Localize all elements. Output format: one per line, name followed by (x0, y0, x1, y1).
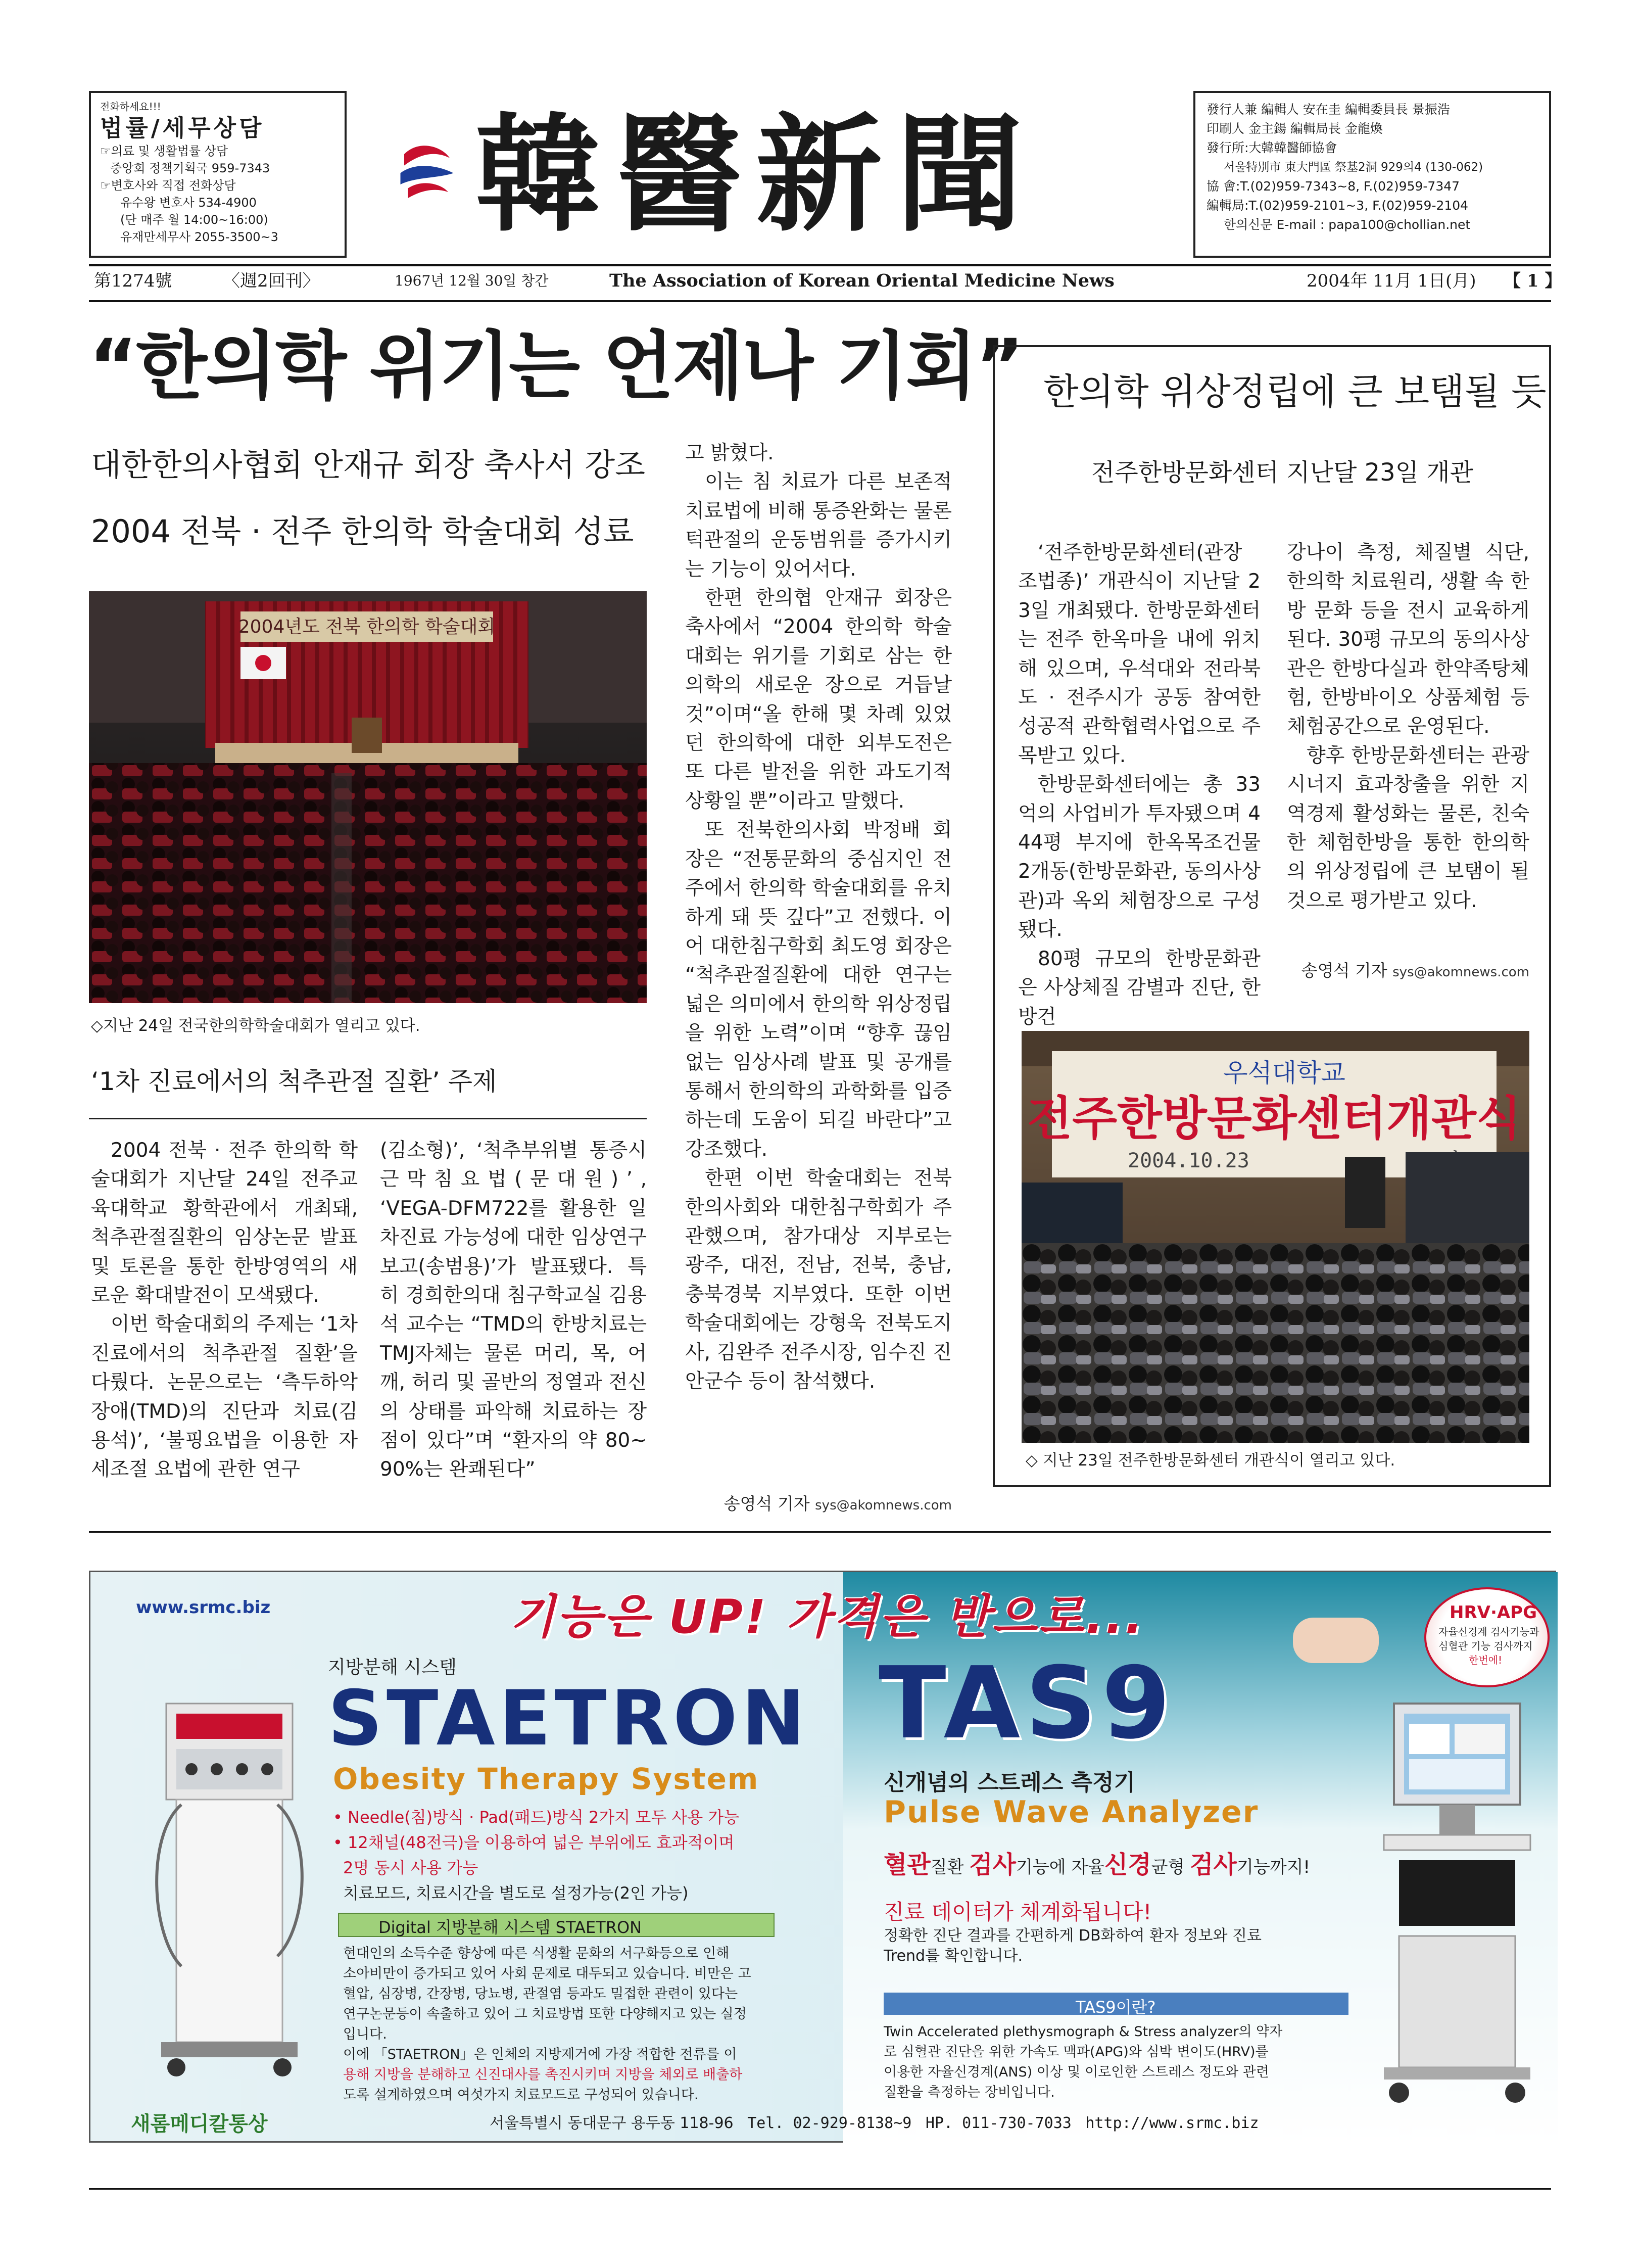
ad-address: 서울특별시 동대문구 용두동 118-96 (490, 2114, 734, 2132)
publisher-line: 協 會:T.(02)959-7343~8, F.(02)959-7347 (1207, 179, 1460, 194)
ad-tel: Tel. 02-929-8138~9 (747, 2114, 912, 2132)
staetron-body-line: 용해 지방을 분해하고 신진대사를 촉진시키며 지방을 체외로 배출하 (343, 2067, 743, 2083)
banner-ceremony-text: 전주한방문화센터개관식 (1027, 1092, 1521, 1146)
issue-date: 2004年 11月 1日(月) (1307, 271, 1476, 291)
side-headline: 한의학 위상정립에 큰 보탬될 듯 (1043, 370, 1547, 413)
founded-date: 1967년 12월 30일 창간 (395, 272, 549, 289)
paragraph: 강나이 측정, 체질별 식단, 한의학 치료원리, 생활 속 한방 문화 등을 전시 교육하게 된다. 30평 규모의 동의사상관은 한방다실과 한약족탕체험, 한방바이오 상품체험 등 체험공간으로 운영된다. (1287, 541, 1529, 738)
staetron-bullet: 치료모드, 치료시간을 별도로 설정가능(2인 가능) (343, 1883, 689, 1903)
tas9-desc (884, 2022, 1282, 2103)
ad-footer (490, 2110, 1259, 2133)
publisher-line: 發行所:大韓韓醫師協會 (1207, 140, 1337, 155)
staetron-body-line: 혈압, 심장병, 간장병, 당뇨병, 관절염 등과도 밀접한 관련이 있다는 (343, 1986, 738, 2002)
paragraph: 이는 침 치료가 다른 보존적 치료법에 비해 통증완화는 물론 턱관절의 운동범위를 증가시키는 기능이 있어서다. (685, 470, 952, 581)
banner-date: 2004.10.23 (1128, 1149, 1249, 1172)
company-name: 새롬메디칼통상 (131, 2112, 268, 2136)
tas9-box-title: TAS9이란? (1076, 1998, 1156, 2017)
advertisement (89, 1571, 1556, 2143)
badge-line: 한번에! (1469, 1654, 1502, 1666)
legal-line: 유수왕 변호사 534-4900 (120, 196, 257, 210)
side-article-column-2 (1287, 538, 1529, 958)
dateline-rule (89, 300, 1551, 302)
staetron-bullet: • Needle(침)방식 · Pad(패드)방식 2가지 모두 사용 가능 (333, 1808, 740, 1827)
legal-consult-box (89, 91, 347, 258)
byline-email: sys@akomnews.com (815, 1498, 952, 1513)
side-byline (1287, 958, 1529, 981)
paragraph: (김소형)’, ‘척추부위별 통증시근 막 침 요 법 ( 문 대 원 ) ’ , ‘VEGA-DFM722를 활용한 일차진료 가능성에 대한 임상연구보고(송범용)’가 발표됐다. 특히 경희한의대 침구학교실 김용석 교수는 “TMD의 한방치료는 TMJ자체는 물론 머리, 목, 어깨, 허리 및 골반의 정열과 전신의 상태를 파악해 치료하는 장점이 있다”며 “환자의 약 80~90%는 완쾌된다” (380, 1139, 647, 1481)
page-number: 【 1 】 (1504, 271, 1562, 291)
conference-photo (89, 591, 647, 1003)
issue-frequency: 〈週2回刊〉 (223, 271, 320, 291)
main-article-column-3 (685, 439, 952, 1470)
paragraph: 향후 한방문화센터는 관광 시너지 효과창출을 위한 지역경제 활성화는 물론, 친숙한 체험한방을 통한 한의학의 위상정립에 큰 보탬이 될 것으로 평가받고 있다. (1287, 744, 1529, 912)
association-logo-icon (389, 131, 465, 207)
staetron-body-line: 입니다. (343, 2026, 387, 2042)
publisher-line: 編輯局:T.(02)959-2101~3, F.(02)959-2104 (1207, 198, 1469, 213)
legal-line: ☞의료 및 생활법률 상담 (100, 144, 228, 158)
stage-banner: 2004년도 전북 한의학 학술대회 (238, 617, 496, 637)
issue-number: 第1274號 (94, 271, 172, 291)
staetron-box-title: Digital 지방분해 시스템 STAETRON (378, 1918, 642, 1937)
masthead-rule (89, 264, 1551, 266)
tas9-subtitle-en: Pulse Wave Analyzer (884, 1794, 1259, 1830)
publisher-line: 한의신문 E-mail : papa100@chollian.net (1224, 217, 1471, 232)
paragraph: 또 전북한의사회 박정배 회장은 “전통문화의 중심지인 전주에서 한의학 학술대회를 유치하게 돼 뜻 깊다”고 전했다. 이어 대한침구학회 최도영 회장은 “척추관절질환에 대한 연구는 넓은 의미에서 한의학 위상정립을 위한 노력”이며 “향후 끊임없는 임상사례 발표 및 공개를 통해서 한의학의 과학화를 입증하는데 도움이 되길 바란다”고 강조했다. (685, 819, 952, 1161)
publisher-line: 發行人兼 編輯人 安在圭 編輯委員長 景振浩 (1207, 102, 1450, 117)
legal-call-label: 전화하세요!!! (100, 101, 161, 113)
side-article-column-1 (1018, 538, 1261, 1028)
tas9-logo: TAS9 (879, 1646, 1176, 1761)
staetron-body-line: 이에 「STAETRON」은 인체의 지방제거에 가장 적합한 전류를 이 (343, 2047, 737, 2062)
ad-url: http://www.srmc.biz (1085, 2114, 1259, 2132)
opening-ceremony-photo (1022, 1031, 1529, 1443)
newspaper-title: 韓醫新聞 (475, 100, 1037, 249)
legal-line: (단 매주 월 14:00~16:00) (120, 213, 268, 227)
side-subhead: 전주한방문화센터 지난달 23일 개관 (1091, 458, 1474, 487)
tas9-device-image (1364, 1693, 1546, 2108)
conference-photo-caption: ◇지난 24일 전국한의학학술대회가 열리고 있다. (91, 1017, 420, 1035)
headline-part: 기능에 자율 (1016, 1857, 1105, 1877)
staetron-bullet: 2명 동시 사용 가능 (343, 1858, 478, 1877)
tas9-desc-line: 로 심혈관 진단을 위한 가속도 맥파(APG)와 심박 변이도(HRV)를 (884, 2044, 1269, 2060)
staetron-body-line: 소아비만이 증가되고 있어 사회 문제로 대두되고 있습니다. 비만은 고 (343, 1966, 751, 1981)
byline-name: 송영석 기자 (1301, 961, 1387, 980)
headline-part: 신경 (1104, 1851, 1151, 1879)
main-article-column-2 (380, 1136, 647, 1495)
section-rule (89, 1118, 647, 1119)
badge-line: 심혈관 기능 검사까지 (1438, 1640, 1533, 1652)
staetron-body-line: 도록 설계하였으며 여섯가지 치료모드로 구성되어 있습니다. (343, 2087, 699, 2103)
paragraph: 한편 한의협 안재규 회장은 축사에서 “2004 한의학 학술대회는 위기를 기회로 삼는 한의학의 새로운 장으로 거듭날 것”이며“올 한해 몇 차례 있었던 한의학에 대한 외부도전은 또 다른 발전을 위한 과도기적 상황일 뿐”이라고 말했다. (685, 587, 952, 813)
paragraph: 이번 학술대회의 주제는 ‘1차 진료에서의 척추관절 질환’을 다뤘다. 논문으로는 ‘측두하악장애(TMD)의 진단과 치료(김용석)’, ‘불핑요법을 이용한 자세조절 요법에 관한 연구 (91, 1313, 358, 1481)
headline-part: 기능까지! (1237, 1857, 1311, 1877)
ad-hp: HP. 011-730-7033 (925, 2114, 1072, 2132)
ad-slogan: 기능은 UP! 가격은 반으로... (510, 1590, 1145, 1644)
main-subhead-1: 대한한의사협회 안재규 회장 축사서 강조 (91, 446, 645, 483)
staetron-body-line: 현대인의 소득수준 향상에 따른 식생활 문화의 서구화등으로 인해 (343, 1946, 730, 1961)
byline-email: sys@akomnews.com (1392, 965, 1529, 980)
main-article-column-1 (91, 1136, 358, 1495)
data-desc-line: Trend를 확인합니다. (884, 1947, 1023, 1965)
staetron-tagline: Obesity Therapy System (333, 1762, 759, 1796)
paragraph: 2004 전북 · 전주 한의학 학술대회가 지난달 24일 전주교육대학교 황학관에서 개최돼, 척추관절질환의 임상논문 발표 및 토론을 통한 한방영역의 새로운 확대발전이 모색됐다. (91, 1139, 358, 1307)
tas9-desc-line: 질환을 측정하는 장비입니다. (884, 2085, 1055, 2100)
staetron-category: 지방분해 시스템 (328, 1657, 457, 1678)
badge-line: 자율신경계 검사기능과 (1438, 1626, 1539, 1638)
tas9-desc-line: 이용한 자율신경계(ANS) 이상 및 이로인한 스트레스 정도와 관련 (884, 2064, 1269, 2080)
main-section-head: ‘1차 진료에서의 척추관절 질환’ 주제 (91, 1067, 497, 1096)
headline-part: 질환 (930, 1857, 970, 1877)
main-subhead-2: 2004 전북 · 전주 한의학 학술대회 성료 (91, 513, 634, 550)
tas9-data-desc (884, 1926, 1262, 1966)
headline-part: 균형 (1151, 1857, 1190, 1877)
publisher-line: 印刷人 金主鍚 編輯局長 金龍煥 (1207, 121, 1383, 136)
banner-university: 우석대학교 (1223, 1058, 1345, 1088)
byline-name: 송영석 기자 (723, 1494, 810, 1514)
tas9-subtitle-kr: 신개념의 스트레스 측정기 (884, 1770, 1136, 1796)
main-byline (685, 1491, 952, 1515)
staetron-body-line: 연구논문등이 속출하고 있어 그 치료방법 또한 다양해지고 있는 실정 (343, 2006, 747, 2022)
tas9-data-line: 진료 데이터가 체계화됩니다! (884, 1900, 1152, 1924)
badge-title: HRV·APG (1450, 1602, 1537, 1623)
badge-text (1438, 1625, 1539, 1667)
page-bottom-rule (89, 2188, 1551, 2190)
legal-line: 유재만세무사 2055-3500~3 (120, 230, 278, 244)
data-desc-line: 정확한 진단 결과를 간편하게 DB화하여 환자 정보와 진료 (884, 1927, 1262, 1945)
legal-line: 중앙회 정책기획국 959-7343 (110, 161, 270, 175)
main-headline: “한의학 위기는 언제나 기회” (89, 323, 1023, 409)
staetron-body (343, 1944, 751, 2105)
legal-box-title: 법률/세무상담 (100, 114, 265, 141)
staetron-device-image (146, 1683, 313, 2088)
legal-line: ☞변호사와 직접 전화상담 (100, 178, 236, 193)
publisher-info-box (1193, 91, 1551, 258)
paragraph: 고 밝혔다. (685, 442, 774, 464)
finger-sensor-image (1293, 1618, 1379, 1663)
headline-part: 혈관 (884, 1851, 931, 1879)
ad-url-top: www.srmc.biz (136, 1597, 271, 1618)
staetron-logo: STAETRON (328, 1675, 809, 1763)
paragraph: 한방문화센터에는 총 33억의 사업비가 투자됐으며 444평 부지에 한옥목조건물 2개동(한방문화관, 동의사상관)과 옥외 체험장으로 구성됐다. (1018, 773, 1261, 941)
tas9-desc-line: Twin Accelerated plethysmograph & Stress analyzer의 약자 (884, 2024, 1283, 2040)
dateline (89, 267, 1562, 295)
paragraph: 한편 이번 학술대회는 전북한의사회와 대한침구학회가 주관했으며, 참가대상 지부로는 광주, 대전, 전남, 전북, 충남, 충북경북 지부였다. 또한 이번 학술대회에는 강형욱 전북도지사, 김완주 전주시장, 임수진 진안군수 등이 참석했다. (685, 1167, 952, 1393)
staetron-bullet: • 12채널(48전극)을 이용하여 넓은 부위에도 효과적이며 (333, 1833, 735, 1852)
ad-top-rule (89, 1531, 1551, 1533)
tas9-headline (884, 1845, 1310, 1880)
opening-ceremony-photo-caption: ◇ 지난 23일 전주한방문화센터 개관식이 열리고 있다. (1026, 1451, 1395, 1470)
paragraph: ‘전주한방문화센터(관장 조법종)’ 개관식이 지난달 23일 개최됐다. 한방문화센터는 전주 한옥마을 내에 위치해 있으며, 우석대와 전라북도 · 전주시가 공동 참여한 성공적 관학협력사업으로 주목받고 있다. (1018, 541, 1261, 767)
publisher-line: 서울特別市 東大門區 祭基2洞 929의4 (130-062) (1224, 161, 1483, 174)
headline-part: 검사 (1190, 1851, 1237, 1879)
english-title: The Association of Korean Oriental Medicine News (609, 270, 1115, 291)
headline-part: 검사 (969, 1851, 1016, 1879)
paragraph: 80평 규모의 한방문화관은 사상체질 감별과 진단, 한방건 (1018, 947, 1261, 1028)
